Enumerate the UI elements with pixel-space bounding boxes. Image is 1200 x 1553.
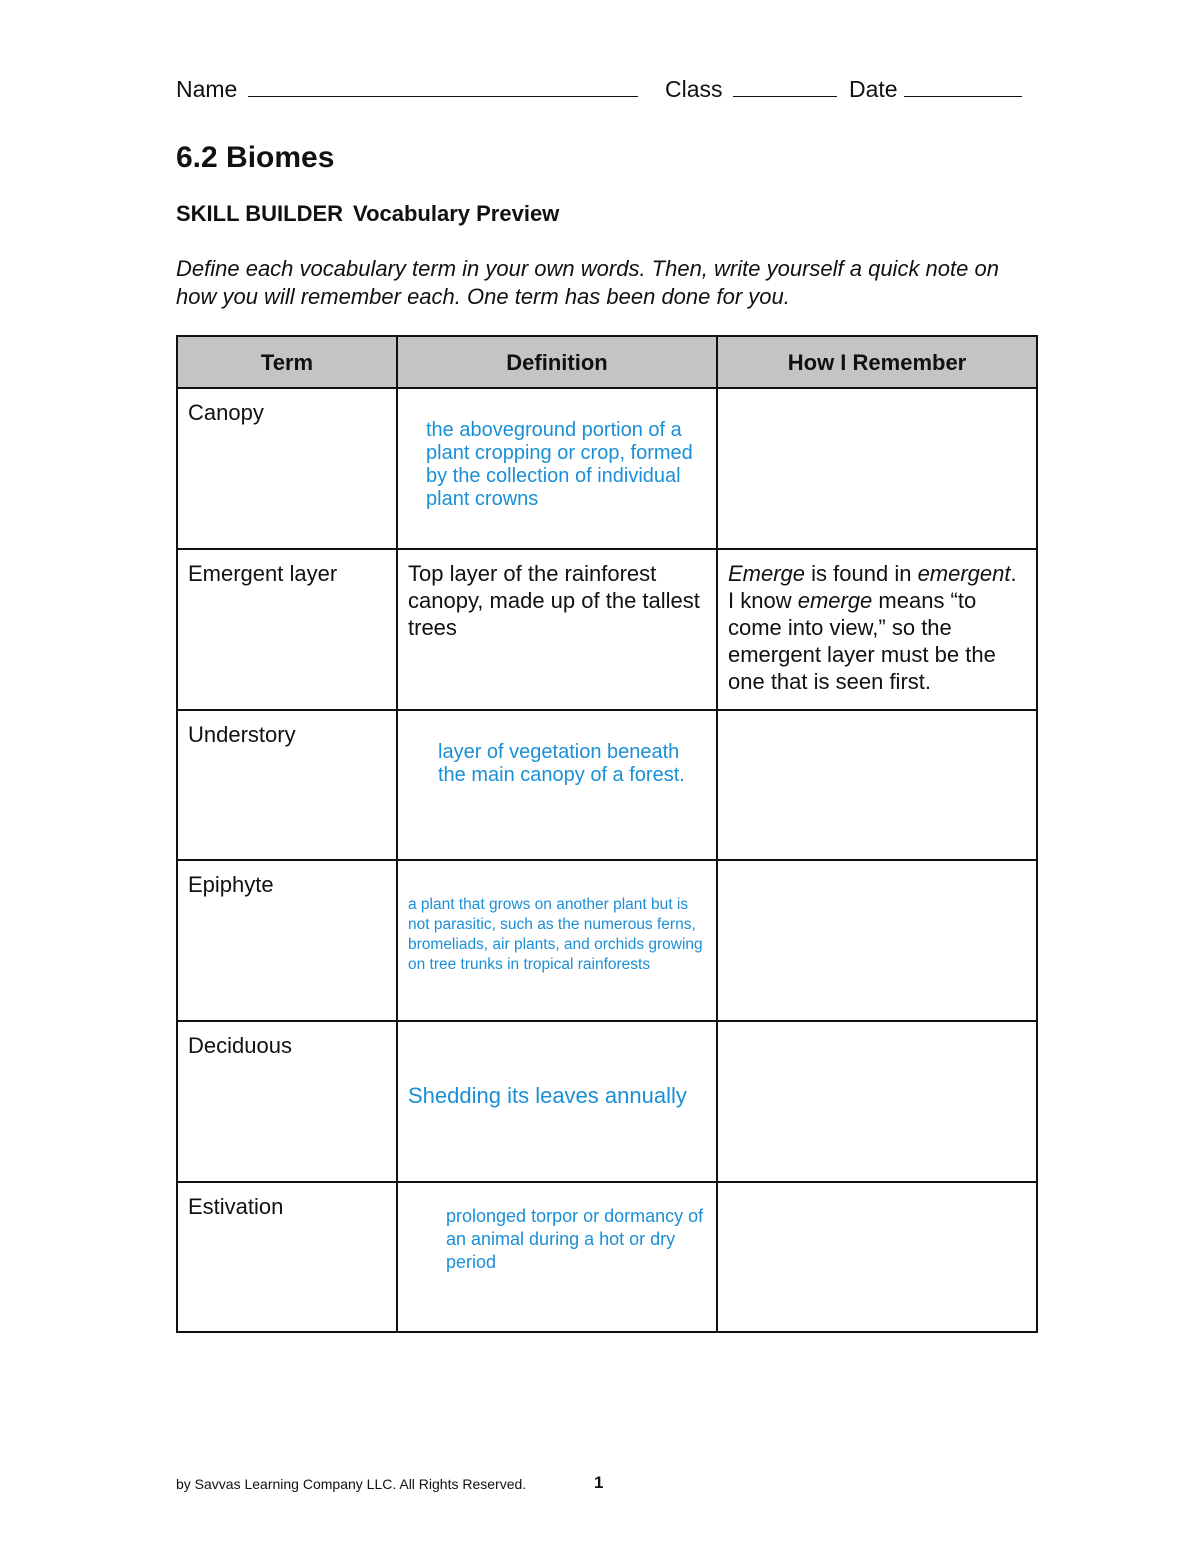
term-cell: Canopy [177,388,397,549]
remember-text: . I know [728,561,1017,613]
header-definition: Definition [397,336,717,388]
remember-emphasis: emergent [917,561,1011,586]
term-cell: Epiphyte [177,860,397,1021]
definition-cell[interactable] [397,388,717,549]
term-cell: Estivation [177,1182,397,1332]
remember-text: is found in [805,561,918,586]
remember-cell[interactable] [717,388,1037,549]
table-row [177,860,1037,1021]
remember-emphasis: Emerge [728,561,806,586]
page-number: 1 [594,1473,604,1492]
class-blank[interactable] [733,76,837,97]
page-title: 6.2 Biomes [176,141,335,174]
skill-label: SKILL BUILDER [176,201,344,226]
remember-text: means “to come into view,” so the emergent layer must be the one that is seen first. [728,588,996,694]
definition-answer: a plant that grows on another plant but is not parasitic, such as the numerous ferns, bromeliads, air plants, and orchids growing on tree trunks in tropical rainforests [408,896,703,973]
table-row [177,388,1037,549]
vocabulary-table [176,335,1038,1333]
date-blank[interactable] [904,76,1022,97]
definition-answer: Shedding its leaves annually [408,1083,687,1108]
instructions: Define each vocabulary term in your own words. Then, write yourself a quick note on how you will remember each. One term has been done for you. [176,256,999,309]
definition-answer: layer of vegetation beneath the main canopy of a forest. [438,741,685,786]
table-row [177,710,1037,860]
definition-answer: the aboveground portion of a plant cropping or crop, formed by the collection of individual plant crowns [426,419,693,510]
term-cell: Deciduous [177,1021,397,1182]
table-header-row [177,336,1037,388]
class-label: Class [665,76,723,102]
date-field [849,76,1022,103]
remember-cell [717,549,1037,710]
remember-cell[interactable] [717,860,1037,1021]
definition-answer: prolonged torpor or dormancy of an animal during a hot or dry period [446,1206,704,1272]
header-term: Term [177,336,397,388]
table-row [177,1182,1037,1332]
term-cell: Understory [177,710,397,860]
name-label: Name [176,76,238,102]
class-field [665,76,837,103]
name-blank[interactable] [248,76,638,97]
section-heading [176,201,559,227]
date-label: Date [849,76,898,102]
definition-cell[interactable] [397,1021,717,1182]
remember-cell[interactable] [717,1021,1037,1182]
table-row [177,549,1037,710]
copyright-footer: by Savvas Learning Company LLC. All Rights Reserved. [176,1476,527,1492]
definition-cell[interactable] [397,1182,717,1332]
header-remember: How I Remember [717,336,1037,388]
definition-cell[interactable] [397,710,717,860]
definition-cell: Top layer of the rainforest canopy, made up of the tallest trees [397,549,717,710]
definition-cell[interactable] [397,860,717,1021]
name-field [176,76,638,103]
term-cell: Emergent layer [177,549,397,710]
topic-label: Vocabulary Preview [353,201,560,226]
table-row [177,1021,1037,1182]
remember-emphasis: emerge [797,588,873,613]
remember-cell[interactable] [717,710,1037,860]
remember-cell[interactable] [717,1182,1037,1332]
